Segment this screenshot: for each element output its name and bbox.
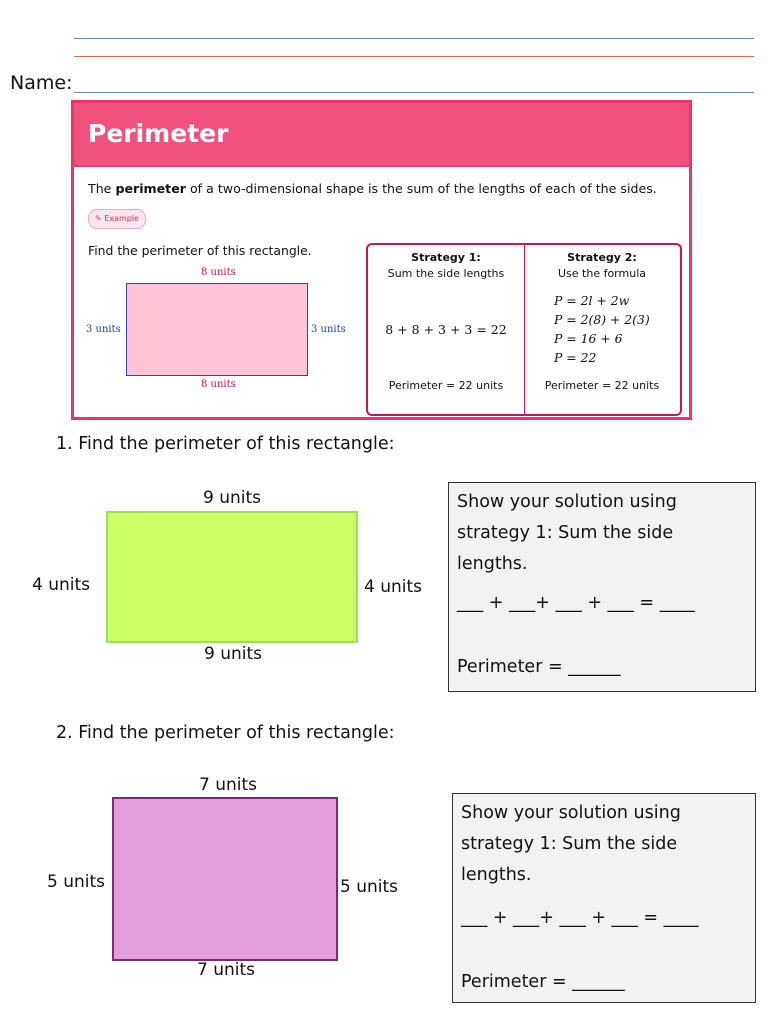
strategy1-title: Strategy 1:	[411, 251, 481, 264]
top-rule-orange	[74, 56, 754, 57]
formula-line: P = 16 + 6	[554, 331, 623, 346]
strategy1-column	[368, 245, 524, 414]
example-tag: ✎ Example	[88, 209, 146, 229]
definition-text: The perimeter of a two-dimensional shape is the sum of the lengths of each of the sides.	[88, 181, 657, 196]
q2-bottom-label: 7 units	[197, 960, 256, 980]
example-rectangle	[126, 283, 308, 376]
q1-bottom-label: 9 units	[204, 644, 263, 664]
strategy1-equation: 8 + 8 + 3 + 3 = 22	[385, 322, 507, 337]
name-line[interactable]	[74, 92, 754, 93]
strategy2-column	[524, 245, 680, 414]
definition-term: perimeter	[115, 181, 186, 196]
example-left-label: 3 units	[86, 324, 121, 335]
q1-solution-box[interactable]	[448, 482, 756, 692]
q2-solution-instructions: Show your solution using strategy 1: Sum the side lengths.	[461, 803, 681, 885]
top-rule-blue	[74, 38, 754, 39]
q1-solution-instructions: Show your solution using strategy 1: Sum the side lengths.	[457, 492, 677, 574]
q2-solution-box[interactable]	[452, 793, 756, 1003]
strategy2-result: Perimeter = 22 units	[544, 379, 660, 392]
q1-top-label: 9 units	[203, 488, 262, 508]
example-bottom-label: 8 units	[201, 379, 236, 390]
q1-left-label: 4 units	[32, 575, 91, 595]
strategy2-title: Strategy 2:	[567, 251, 637, 264]
strategy2-formula-lines	[554, 291, 650, 367]
example-question: Find the perimeter of this rectangle.	[88, 243, 312, 258]
example-right-label: 3 units	[311, 324, 346, 335]
q1-rectangle	[106, 511, 358, 643]
strategy1-subtitle: Sum the side lengths	[387, 267, 505, 280]
q2-right-label: 5 units	[340, 877, 399, 897]
strategy1-result: Perimeter = 22 units	[388, 379, 504, 392]
formula-line: P = 22	[554, 350, 597, 365]
q1-right-label: 4 units	[364, 577, 423, 597]
name-label: Name:	[10, 72, 73, 94]
strategy2-subtitle: Use the formula	[557, 267, 646, 280]
strategies-box	[366, 243, 682, 416]
card-title: Perimeter	[74, 103, 689, 167]
q1-perimeter-blank[interactable]: Perimeter = ______	[457, 657, 621, 677]
question-2-prompt: 2. Find the perimeter of this rectangle:	[56, 723, 395, 743]
formula-line: P = 2(8) + 2(3)	[554, 312, 650, 327]
q2-left-label: 5 units	[47, 872, 106, 892]
example-top-label: 8 units	[201, 267, 236, 278]
formula-line: P = 2l + 2w	[554, 293, 630, 308]
q2-rectangle	[112, 797, 338, 961]
perimeter-info-card	[71, 100, 692, 420]
q1-blank-equation[interactable]: ___ + ___+ ___ + ___ = ____	[457, 593, 695, 613]
q2-blank-equation[interactable]: ___ + ___+ ___ + ___ = ____	[461, 908, 699, 928]
q2-top-label: 7 units	[199, 775, 258, 795]
question-1-prompt: 1. Find the perimeter of this rectangle:	[56, 434, 395, 454]
q2-perimeter-blank[interactable]: Perimeter = ______	[461, 972, 625, 992]
